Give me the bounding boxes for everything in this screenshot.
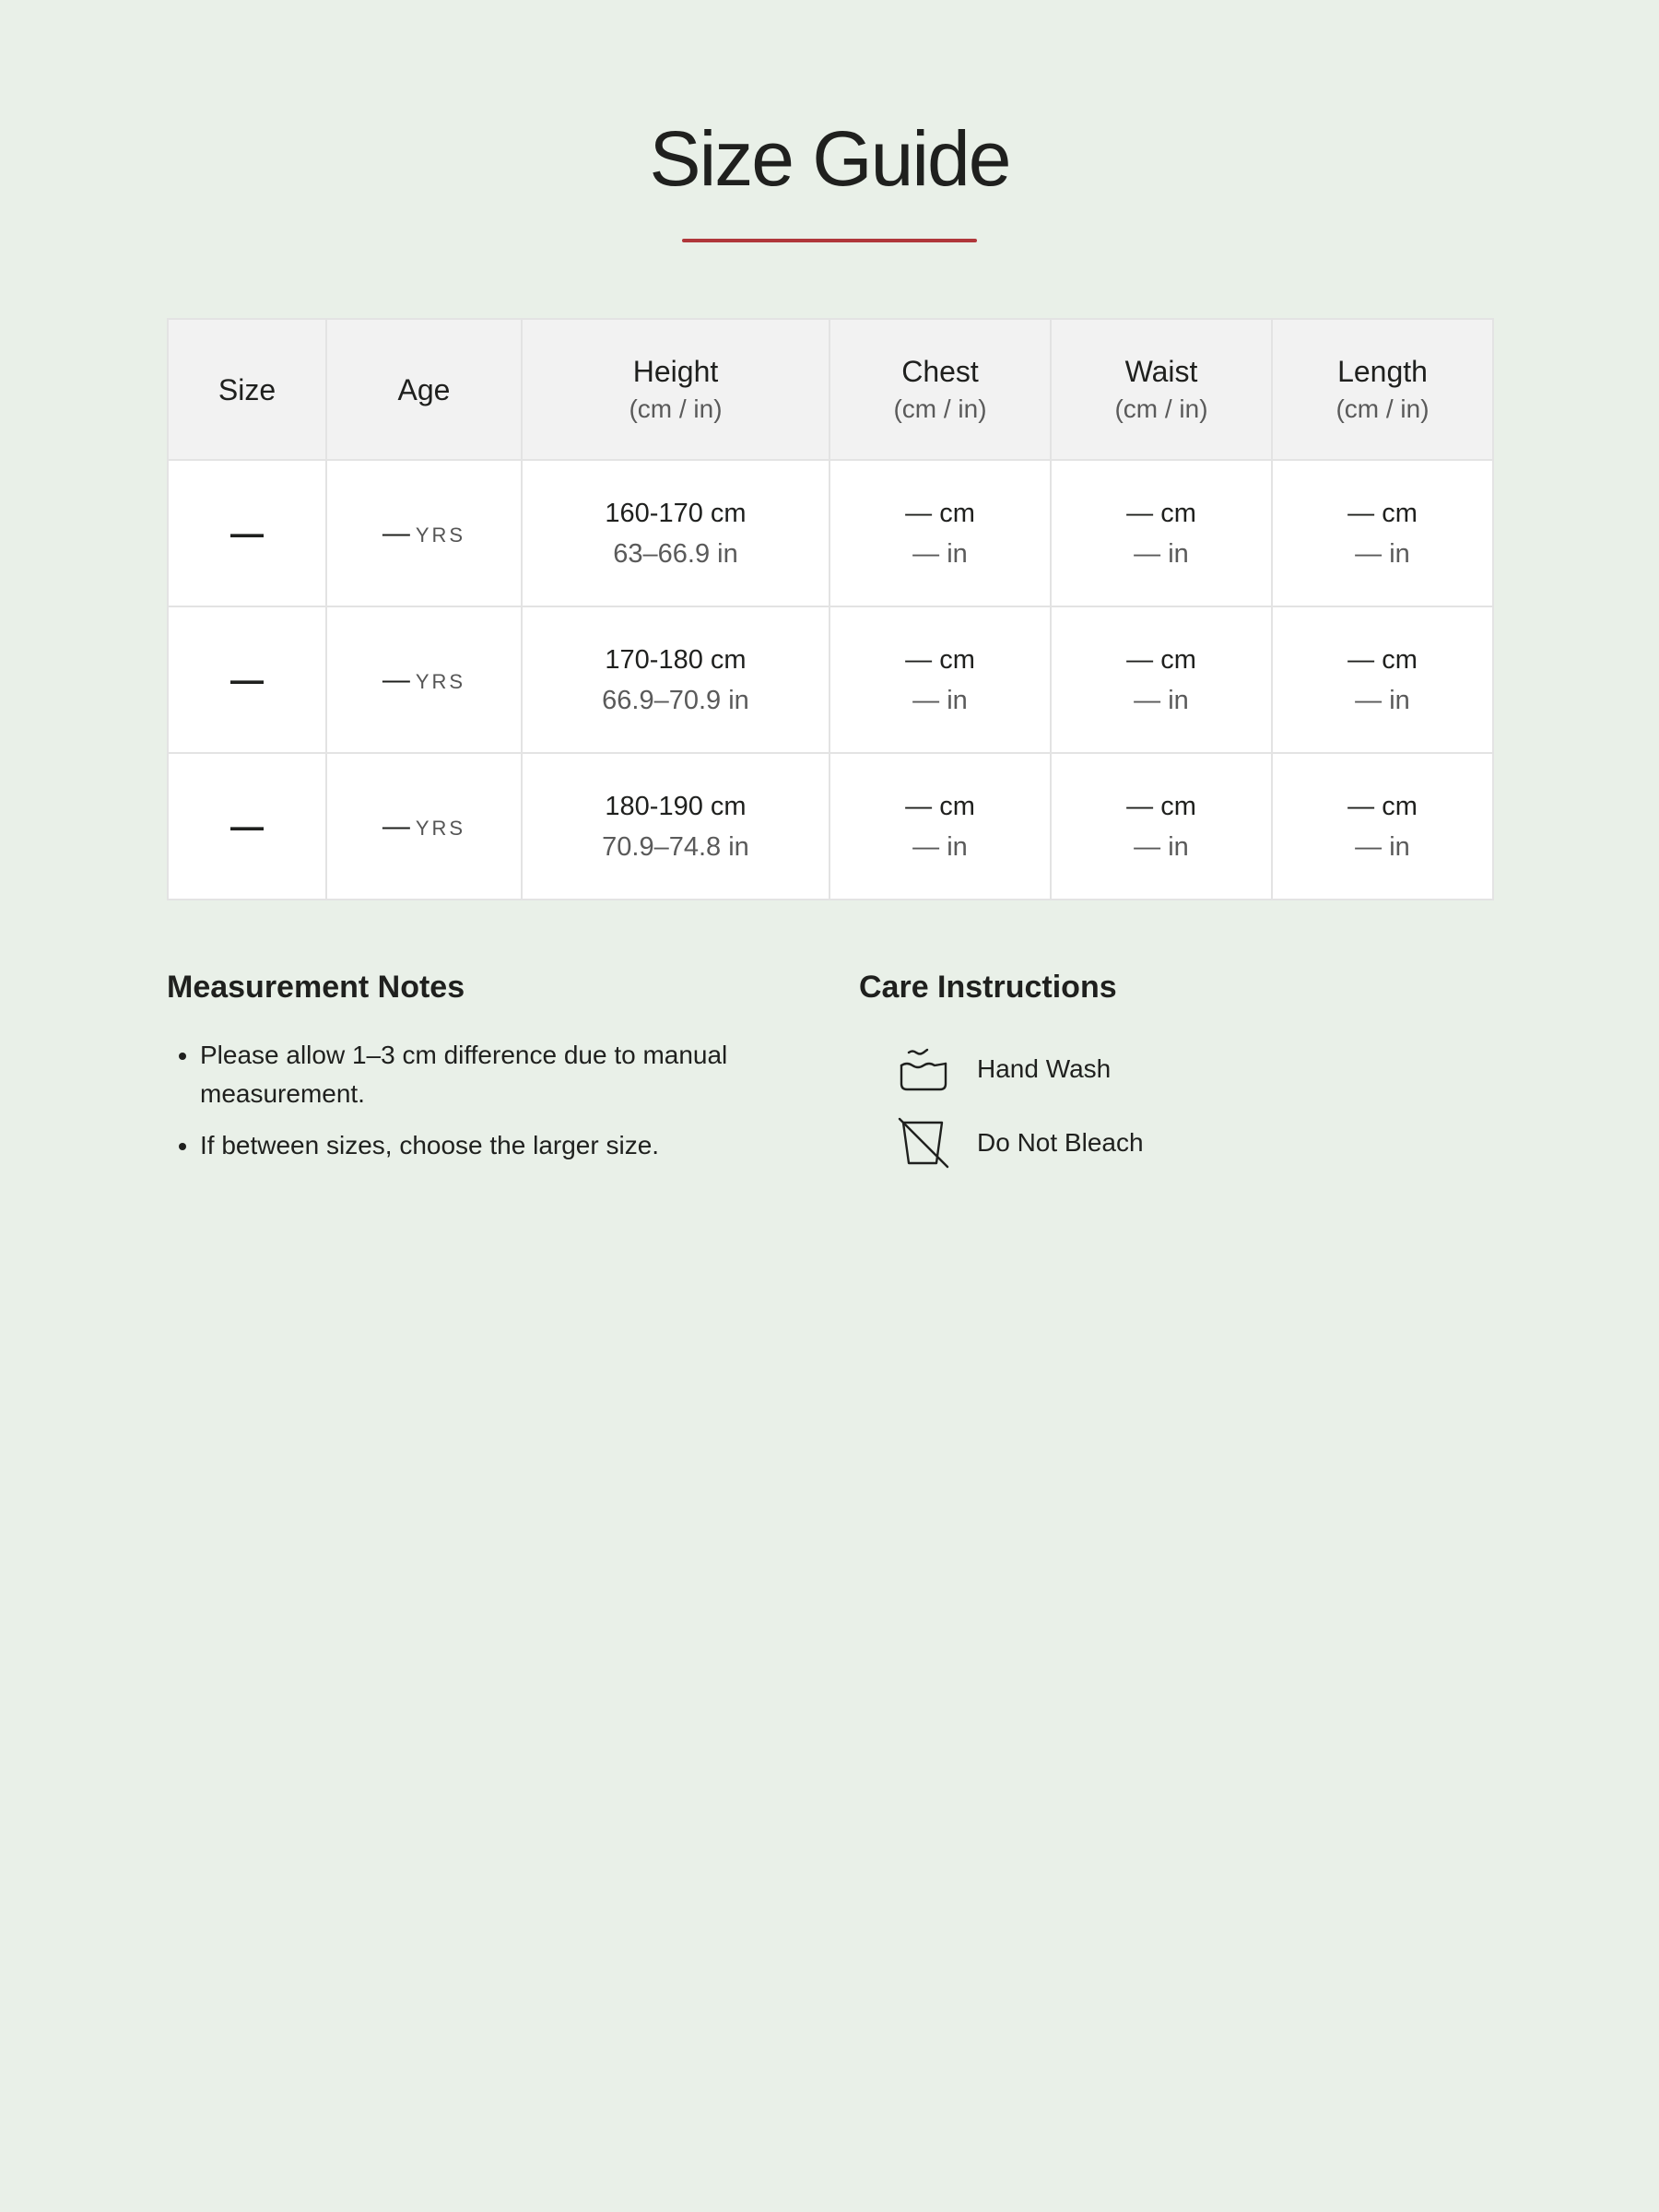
care-item-do-not-bleach <box>898 1113 1451 1172</box>
header-age <box>326 319 522 460</box>
age-value: — <box>382 810 410 841</box>
list-item: • If between sizes, choose the larger size. <box>200 1126 808 1165</box>
chest-cm: — cm <box>905 644 975 675</box>
header-unit: (cm / in) <box>1114 394 1208 423</box>
cell-waist <box>1051 460 1272 606</box>
title-underline <box>682 239 977 242</box>
size-value: — <box>230 660 264 699</box>
cell-chest <box>830 753 1051 900</box>
cell-age <box>326 460 522 606</box>
waist-cm: — cm <box>1126 498 1196 528</box>
measurement-notes-title: Measurement Notes <box>167 970 465 1005</box>
height-in: 66.9–70.9 in <box>602 685 749 715</box>
age-value: — <box>382 517 410 548</box>
header-unit: (cm / in) <box>893 394 987 423</box>
age-value: — <box>382 664 410 695</box>
list-item: • Please allow 1–3 cm difference due to manual measurement. <box>200 1036 808 1113</box>
length-cm: — cm <box>1347 498 1418 528</box>
care-item-label: Hand Wash <box>977 1054 1112 1083</box>
care-item-label: Do Not Bleach <box>977 1128 1144 1157</box>
chest-in: — in <box>912 538 968 569</box>
cell-size <box>168 606 326 753</box>
cell-length <box>1272 606 1493 753</box>
header-label: Waist <box>1124 354 1198 388</box>
table-header-row <box>168 319 1493 460</box>
header-label: Chest <box>901 354 979 388</box>
header-chest <box>830 319 1051 460</box>
care-item-hand-wash <box>898 1040 1451 1099</box>
header-waist <box>1051 319 1272 460</box>
hand-wash-icon <box>898 1043 949 1095</box>
page-title: Size Guide <box>649 115 1010 202</box>
waist-in: — in <box>1134 538 1189 569</box>
age-unit: YRS <box>415 816 466 840</box>
header-unit: (cm / in) <box>1335 394 1430 423</box>
header-label: Age <box>397 372 451 406</box>
care-instructions-list <box>898 1040 1451 1187</box>
table-row <box>168 753 1493 900</box>
cell-height <box>522 606 830 753</box>
height-in: 63–66.9 in <box>613 538 738 569</box>
waist-cm: — cm <box>1126 644 1196 675</box>
size-table <box>167 318 1494 900</box>
cell-waist <box>1051 753 1272 900</box>
age-unit: YRS <box>415 669 466 693</box>
cell-chest <box>830 460 1051 606</box>
cell-waist <box>1051 606 1272 753</box>
length-in: — in <box>1355 538 1410 569</box>
age-unit: YRS <box>415 523 466 547</box>
chest-cm: — cm <box>905 791 975 821</box>
cell-size <box>168 460 326 606</box>
cell-age <box>326 606 522 753</box>
height-in: 70.9–74.8 in <box>602 831 749 862</box>
chest-in: — in <box>912 831 968 862</box>
height-cm: 170-180 cm <box>605 644 747 675</box>
length-in: — in <box>1355 685 1410 715</box>
waist-in: — in <box>1134 685 1189 715</box>
height-cm: 180-190 cm <box>605 791 747 821</box>
header-label: Size <box>218 372 276 406</box>
cell-height <box>522 753 830 900</box>
do-not-bleach-icon <box>898 1117 949 1169</box>
cell-height <box>522 460 830 606</box>
table-row <box>168 606 1493 753</box>
table-row <box>168 460 1493 606</box>
cell-length <box>1272 460 1493 606</box>
size-value: — <box>230 513 264 552</box>
header-size <box>168 319 326 460</box>
waist-cm: — cm <box>1126 791 1196 821</box>
header-length <box>1272 319 1493 460</box>
measurement-notes-list <box>167 1036 808 1178</box>
header-label: Length <box>1337 354 1428 388</box>
header-height <box>522 319 830 460</box>
length-cm: — cm <box>1347 791 1418 821</box>
size-value: — <box>230 806 264 845</box>
waist-in: — in <box>1134 831 1189 862</box>
cell-age <box>326 753 522 900</box>
header-unit: (cm / in) <box>629 394 723 423</box>
length-cm: — cm <box>1347 644 1418 675</box>
cell-length <box>1272 753 1493 900</box>
cell-size <box>168 753 326 900</box>
care-instructions-title: Care Instructions <box>859 970 1117 1005</box>
length-in: — in <box>1355 831 1410 862</box>
cell-chest <box>830 606 1051 753</box>
chest-cm: — cm <box>905 498 975 528</box>
chest-in: — in <box>912 685 968 715</box>
height-cm: 160-170 cm <box>605 498 747 528</box>
header-label: Height <box>632 354 719 388</box>
